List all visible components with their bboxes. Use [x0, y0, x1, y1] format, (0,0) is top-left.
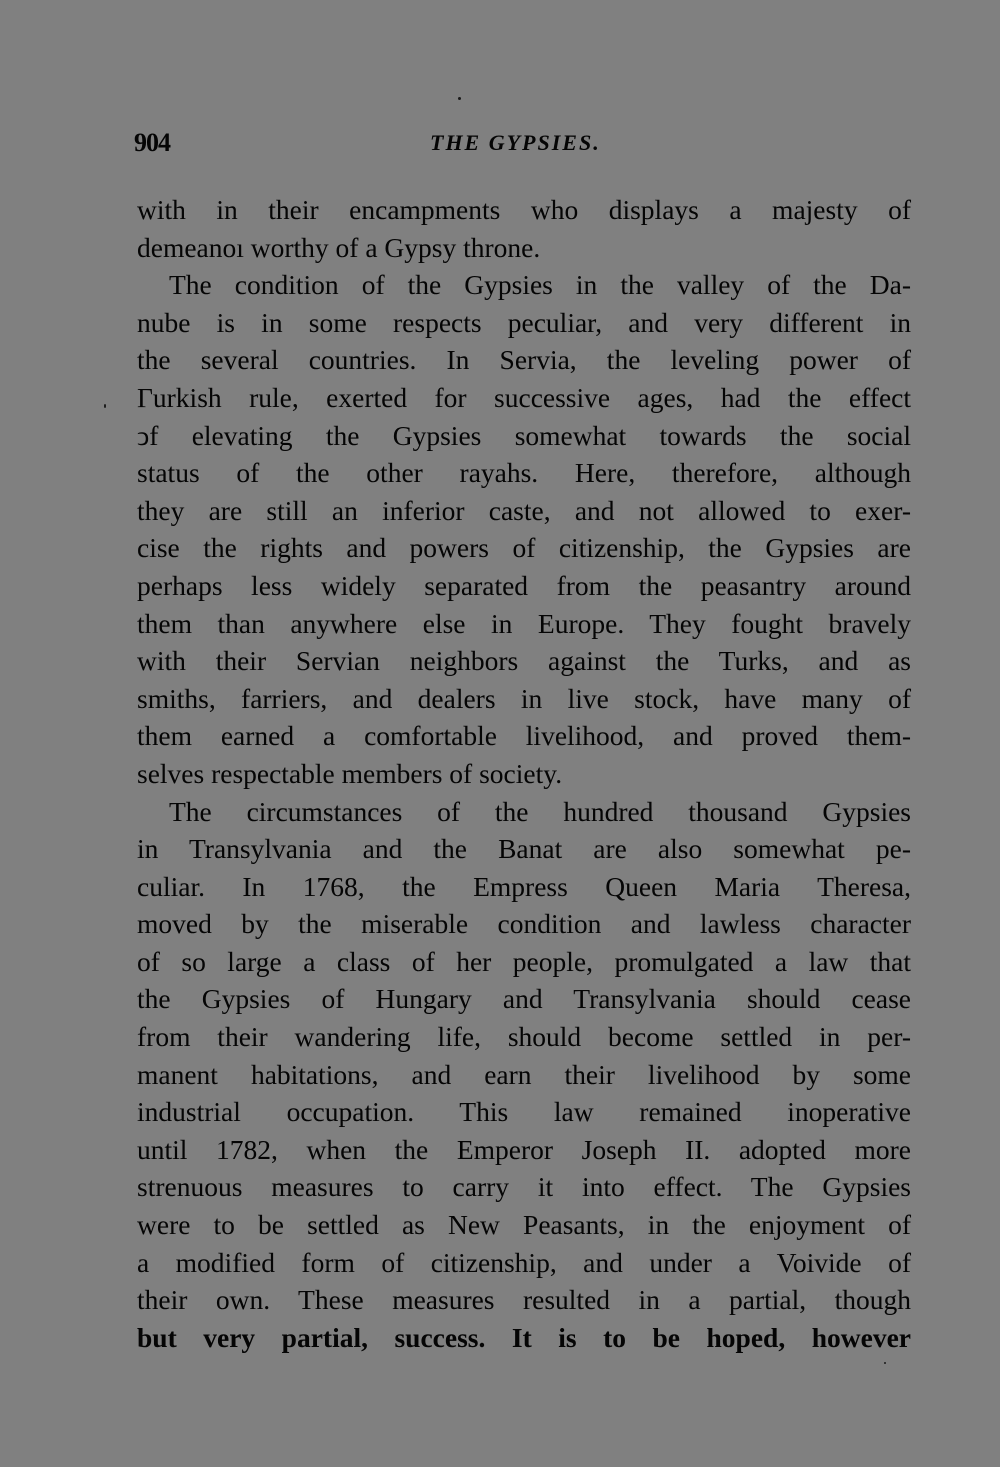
text-line: them than anywhere else in Europe. They fought bravely	[137, 607, 911, 639]
text-line: nube is in some respects peculiar, and very different in	[137, 306, 911, 338]
text-line: with in their encampments who displays a majesty of	[137, 194, 911, 225]
text-line: they are still an inferior caste, and not allowed to exer-	[137, 494, 911, 526]
page-header	[134, 122, 914, 162]
text-line: demeanoı worthy of a Gypsy throne.	[137, 231, 541, 263]
scan-speck	[104, 404, 106, 408]
text-line: culiar. In 1768, the Empress Queen Maria Theresa,	[137, 870, 911, 902]
body-text	[137, 191, 911, 1356]
text-line: selves respectable members of society.	[137, 757, 563, 789]
text-line: with their Servian neighbors against the Turks, and as	[137, 645, 911, 677]
scan-speck	[884, 1362, 886, 1364]
scan-speck	[458, 97, 461, 100]
text-line: industrial occupation. This law remained inoperative	[137, 1096, 911, 1128]
text-line: status of the other rayahs. Here, therefore, although	[137, 457, 911, 489]
paragraph-first-line: The circumstances of the hundred thousand Gypsies	[169, 795, 911, 827]
text-line: in Transylvania and the Banat are also somewhat pe-	[137, 833, 911, 865]
text-line: the several countries. In Servia, the leveling power of	[137, 344, 911, 376]
text-line: until 1782, when the Emperor Joseph II. adopted more	[137, 1133, 911, 1165]
page-number: 904	[134, 128, 170, 157]
text-line: cise the rights and powers of citizenship, the Gypsies are	[137, 532, 911, 564]
text-line: moved by the miserable condition and lawless character	[137, 908, 911, 940]
paragraph-first-line: The condition of the Gypsies in the valley of the Da-	[169, 269, 911, 301]
text-line: Γurkish rule, exerted for successive ages, had the effect	[137, 381, 911, 413]
text-line: from their wandering life, should become settled in per-	[137, 1021, 911, 1053]
text-line: strenuous measures to carry it into effect. The Gypsies	[137, 1171, 911, 1203]
text-line: them earned a comfortable livelihood, and proved them-	[137, 720, 911, 752]
text-line: smiths, farriers, and dealers in live stock, have many of	[137, 682, 911, 714]
text-line: manent habitations, and earn their livelihood by some	[137, 1058, 911, 1090]
text-line: ↄf elevating the Gypsies somewhat towards the social	[137, 419, 911, 451]
text-line: their own. These measures resulted in a partial, though	[137, 1284, 911, 1316]
running-title: THE GYPSIES.	[430, 130, 601, 155]
text-line: perhaps less widely separated from the peasantry around	[137, 569, 911, 601]
text-line: were to be settled as New Peasants, in the enjoyment of	[137, 1209, 911, 1241]
text-line: the Gypsies of Hungary and Transylvania should cease	[137, 983, 911, 1015]
text-line: of so large a class of her people, promulgated a law that	[137, 945, 911, 977]
text-line: a modified form of citizenship, and under a Voivide of	[137, 1246, 911, 1278]
text-line: but very partial, success. It is to be hoped, however	[137, 1321, 911, 1353]
